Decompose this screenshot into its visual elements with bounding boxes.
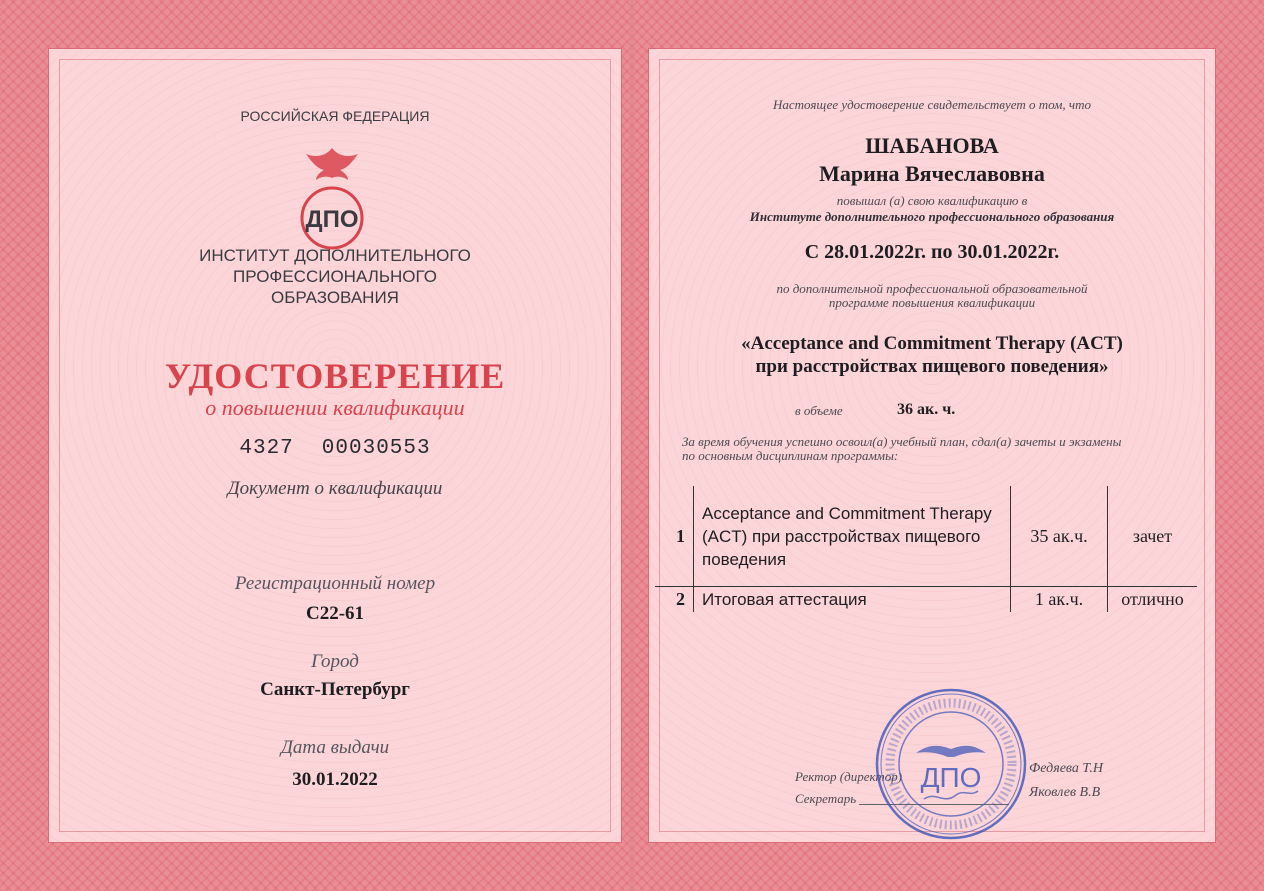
certificate-subtitle: о повышении квалификации	[205, 395, 465, 420]
right-page	[648, 48, 1216, 843]
reg-number-value: С22-61	[305, 603, 365, 624]
issue-date-label: Дата выдачи	[280, 737, 390, 758]
left-page	[48, 48, 622, 843]
program-intro-2: программе повышения квалификации	[828, 295, 1036, 310]
country-label: РОССИЙСКАЯ ФЕДЕРАЦИЯ	[240, 108, 430, 124]
discipline-grade: зачет	[1132, 525, 1173, 546]
rector-name: Федяева Т.Н	[1029, 761, 1103, 776]
volume-value: 36 ак. ч.	[897, 401, 956, 418]
intro-text: Настоящее удостоверение свидетельствует о том, что	[773, 97, 1091, 112]
logo-text: ДПО	[305, 206, 359, 233]
rector-label: Ректор (директор)	[795, 769, 903, 784]
study-dates: С 28.01.2022г. по 30.01.2022г.	[804, 241, 1060, 263]
row-number: 2	[655, 587, 694, 613]
discipline-name: Acceptance and Commitment Therapy (ACT) при расстройствах пищевого поведения	[694, 486, 1011, 587]
certificate-title: УДОСТОВЕРЕНИЕ	[164, 356, 506, 396]
student-name: Марина Вячеславовна	[819, 161, 1045, 186]
seal-text: ДПО	[920, 762, 982, 793]
certificate-number	[49, 437, 621, 460]
table-row	[655, 486, 1197, 587]
institute-line-2: ПРОФЕССИОНАЛЬНОГО	[233, 267, 437, 286]
official-seal	[874, 687, 1028, 841]
studied-text	[682, 435, 1202, 463]
table-row	[655, 587, 1197, 613]
issue-date-value: 30.01.2022	[292, 769, 378, 790]
discipline-name: Итоговая аттестация	[694, 587, 1011, 613]
disciplines-table	[655, 486, 1197, 612]
program-title-2: при расстройствах пищевого поведения»	[755, 356, 1109, 377]
institute-line: Институте дополнительного профессионального образования	[749, 209, 1115, 224]
discipline-hours: 35 ак.ч.	[1011, 486, 1108, 587]
discipline-hours: 1 ак.ч.	[1011, 587, 1108, 613]
student-surname: ШАБАНОВА	[865, 133, 999, 158]
studied-line-2: по основным дисциплинам программы:	[682, 448, 899, 463]
discipline-grade: отлично	[1108, 587, 1198, 613]
city-value: Санкт-Петербург	[260, 679, 410, 700]
row-number: 1	[655, 486, 694, 587]
reg-number-label: Регистрационный номер	[234, 573, 436, 594]
institute-line-1: ИНСТИТУТ ДОПОЛНИТЕЛЬНОГО	[199, 246, 471, 265]
number: 00030553	[321, 437, 431, 460]
secretary-label: Секретарь	[795, 791, 857, 806]
program-intro-1: по дополнительной профессиональной образовательной	[776, 281, 1088, 296]
studied-line-1: За время обучения успешно освоил(а) учебный план, сдал(а) зачеты и экзамены	[682, 434, 1122, 449]
spine-fold	[631, 0, 633, 891]
volume-label: в объеме	[795, 403, 843, 418]
qualification-line: повышал (а) свою квалификацию в	[836, 193, 1028, 208]
series: 4327	[239, 437, 294, 460]
city-label: Город	[311, 651, 359, 672]
program-title-1: «Acceptance and Commitment Therapy (ACT)	[741, 333, 1123, 354]
dpo-logo	[286, 142, 378, 252]
institute-line-3: ОБРАЗОВАНИЯ	[271, 288, 399, 307]
document-kind: Документ о квалификации	[227, 478, 443, 499]
secretary-name: Яковлев В.В	[1029, 785, 1101, 800]
institute-name	[49, 245, 621, 308]
